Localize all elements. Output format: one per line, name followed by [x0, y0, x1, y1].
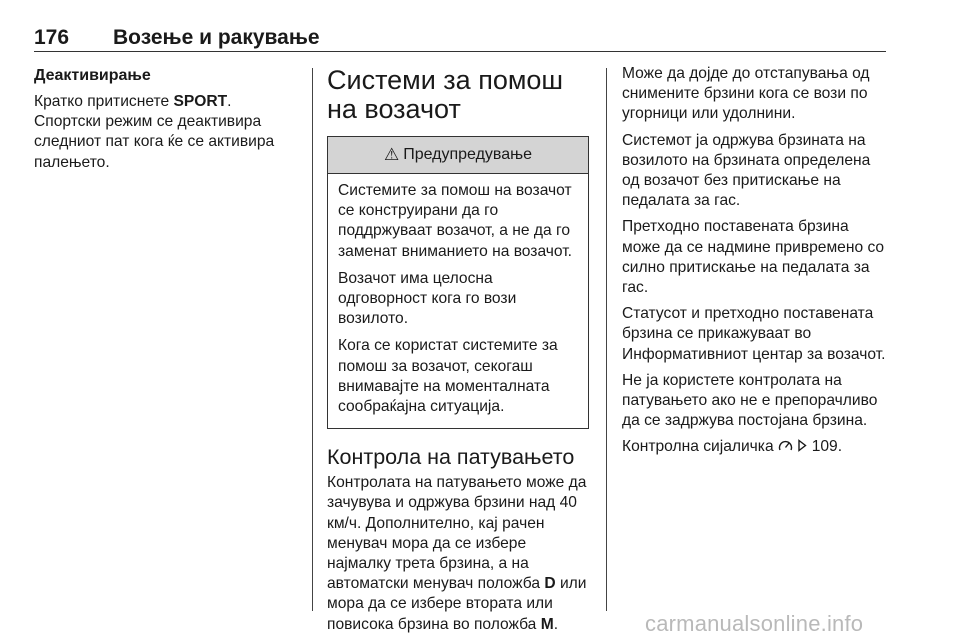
warning-box — [327, 136, 589, 429]
paragraph: Статусот и претходно поставената брзина се прикажуваат во Информативниот центар за возачот. — [622, 305, 886, 363]
warning-paragraph: Кога се користат системите за помош за возачот, секогаш внимавајте на моменталната сообраќајна ситуација. — [338, 337, 558, 416]
paragraph — [34, 92, 296, 173]
cruise-control-indicator-icon — [778, 439, 793, 452]
section-heading-deactivation: Деактивирање — [34, 67, 151, 84]
paragraph: Претходно поставената брзина може да се надмине привремено со силно притискање на педалата за гас. — [622, 218, 885, 297]
section-title-cruise-control: Контрола на патувањето — [327, 445, 575, 470]
column-right — [622, 64, 888, 464]
text: Контролата на патувањето може да зачувува и одржува брзини над 40 км/ч. Дополнително, кај рачен менувач мора да се избере најмалку трета брзина, а на автоматски менувач положба — [327, 474, 587, 593]
watermark: carmanualsonline.info — [645, 611, 864, 636]
column-divider — [606, 68, 607, 611]
warning-paragraph: Возачот има целосна одговорност кога го вози возилото. — [338, 269, 517, 328]
warning-paragraph: Системите за помош на возачот се конструирани да го поддржуваат возачот, а не да го заменат вниманието на возачот. — [338, 182, 572, 260]
reference-page[interactable]: 109. — [811, 438, 843, 456]
text: . — [553, 615, 559, 633]
section-title-driver-assistance: Системи за помош на возачот — [327, 65, 564, 124]
column-divider — [312, 68, 313, 611]
paragraph: Може да дојде до отстапувања од снимените брзини кога се вози по угорници или удолнини. — [622, 65, 870, 123]
column-middle — [327, 64, 593, 641]
warning-body — [328, 174, 588, 428]
paragraph: Системот ја одржува брзината на возилото на брзината определена од возачот без притискање на педалата за гас. — [622, 131, 871, 210]
gear-m-label: M — [540, 615, 554, 633]
text: . Спортски режим се деактивира следниот пат кога ќе се активира палењето. — [34, 93, 275, 171]
page-header — [34, 26, 886, 50]
page-reference-arrow-icon — [797, 439, 807, 452]
header-rule — [34, 51, 886, 52]
sport-button-label: SPORT — [173, 93, 228, 110]
reference-label: Контролна сијаличка — [622, 438, 774, 456]
column-left — [34, 64, 296, 179]
paragraph: Не ја користете контролата на патувањето ако не е препорачливо да се задржува постојана брзина. — [622, 371, 878, 430]
warning-header — [328, 137, 588, 174]
gear-d-label: D — [544, 575, 556, 593]
chapter-title: Возење и ракување — [113, 26, 320, 49]
text: Кратко притиснете — [34, 93, 174, 110]
paragraph — [327, 473, 593, 635]
text: или мора да се избере втората или повисока брзина во положба — [327, 575, 587, 633]
page-number: 176 — [34, 26, 70, 49]
cross-reference — [622, 437, 888, 457]
warning-label: Предупредување — [403, 145, 533, 163]
warning-triangle-icon: ⚠ — [383, 144, 400, 164]
